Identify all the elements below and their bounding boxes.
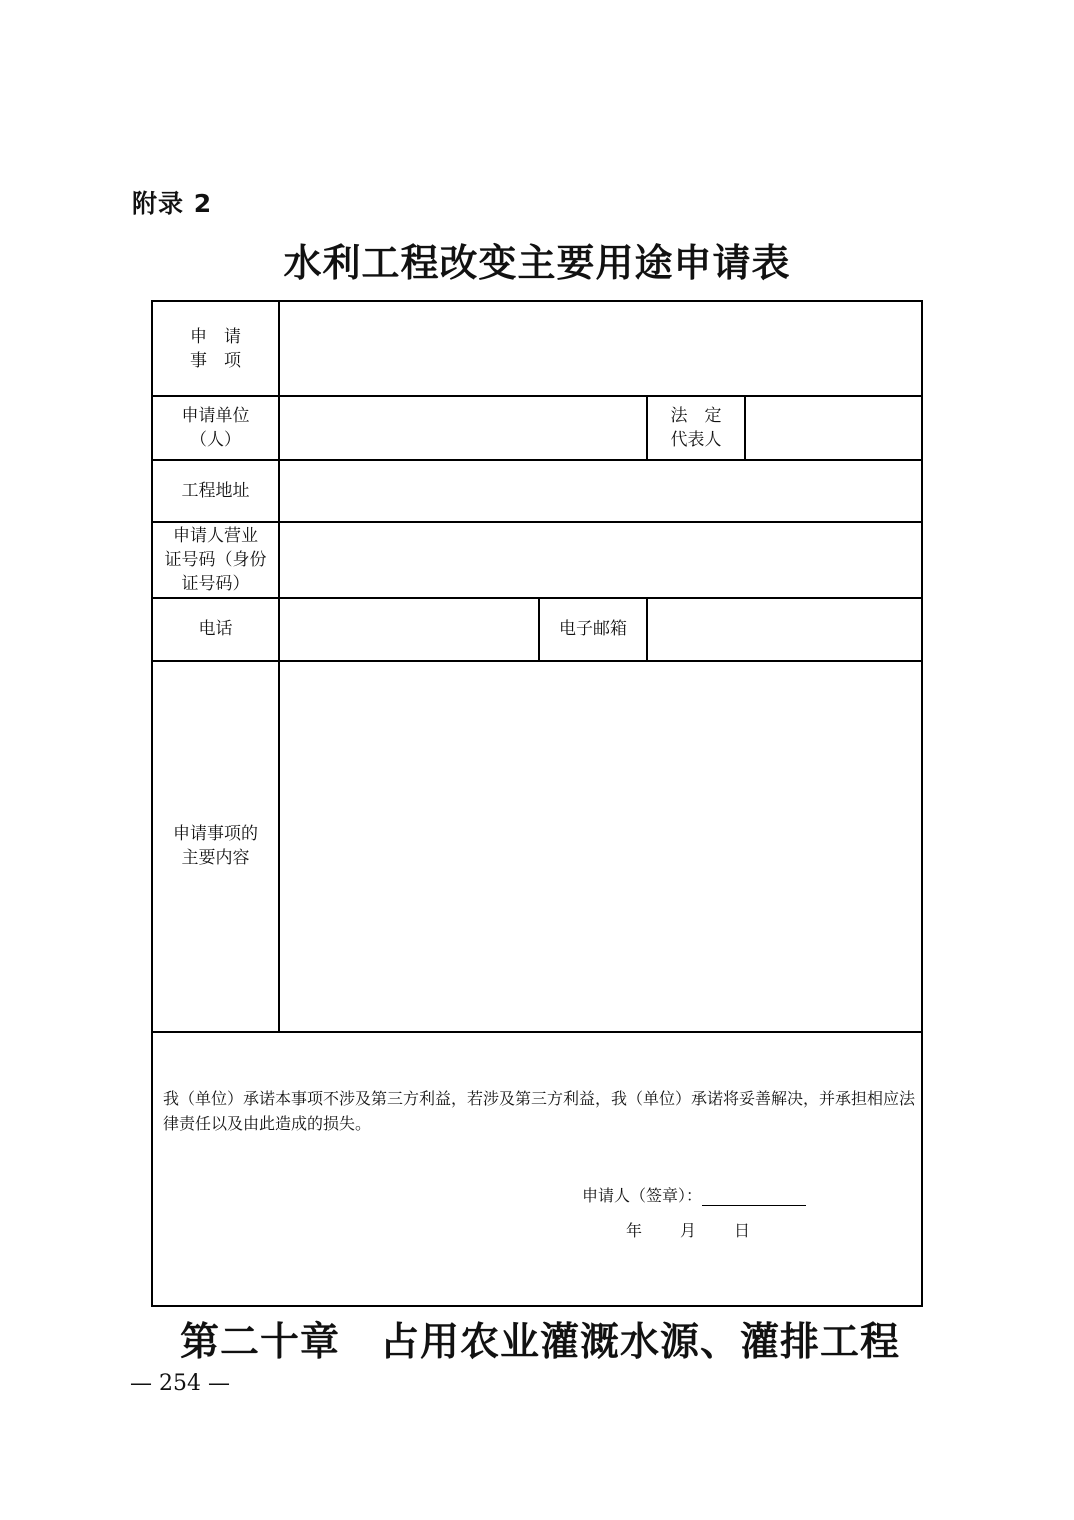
signature-line[interactable] [702,1187,806,1206]
appendix-label: 附录 2 [132,189,213,218]
date-day: 日 [734,1221,751,1240]
label-email: 电子邮箱 [559,619,627,639]
application-form [151,300,923,1307]
email-field[interactable] [648,598,921,660]
row-divider [153,1031,921,1033]
label-line: 申请人营业 [173,525,258,546]
date-month: 月 [680,1221,697,1240]
label-main-content [153,661,278,1031]
label-line: 申请单位 [181,405,250,426]
label-line: 申 请 [190,326,241,347]
label-line: 法 定 [670,405,722,426]
label-applicant-unit [153,396,278,459]
applicant-unit-field[interactable] [280,396,646,459]
main-content-field[interactable] [280,661,923,1031]
label-line: 申请事项的 [173,824,258,844]
label-license-number [153,522,278,597]
date-row [626,1218,750,1241]
label-line: 主要内容 [181,848,250,868]
label-line: 证号码） [181,573,250,594]
label-legal-rep [648,396,744,459]
legal-rep-field[interactable] [746,396,921,459]
application-item-field[interactable] [280,302,923,395]
license-number-field[interactable] [280,522,923,597]
label-application-item [153,302,278,395]
document-title: 水利工程改变主要用途申请表 [283,240,791,285]
project-address-field[interactable] [280,460,923,521]
pledge-statement: 我（单位）承诺本事项不涉及第三方利益，若涉及第三方利益，我（单位）承诺将妥善解决，并承担相应法律责任以及由此造成的损失。 [163,1089,916,1133]
phone-field[interactable] [280,598,538,660]
label-line: 事 项 [190,350,241,371]
page-number: — 254 — [130,1371,230,1396]
label-project-address: 工程地址 [181,480,250,501]
signature-row [582,1183,806,1206]
label-line: 证号码（身份 [164,549,267,570]
signature-label: 申请人（签章）： [582,1186,703,1205]
label-line: 代表人 [670,429,722,450]
label-line: （人） [190,429,241,450]
label-phone: 电话 [198,619,233,639]
chapter-heading: 第二十章 占用农业灌溉水源、灌排工程 [180,1319,901,1365]
date-year: 年 [626,1221,643,1240]
